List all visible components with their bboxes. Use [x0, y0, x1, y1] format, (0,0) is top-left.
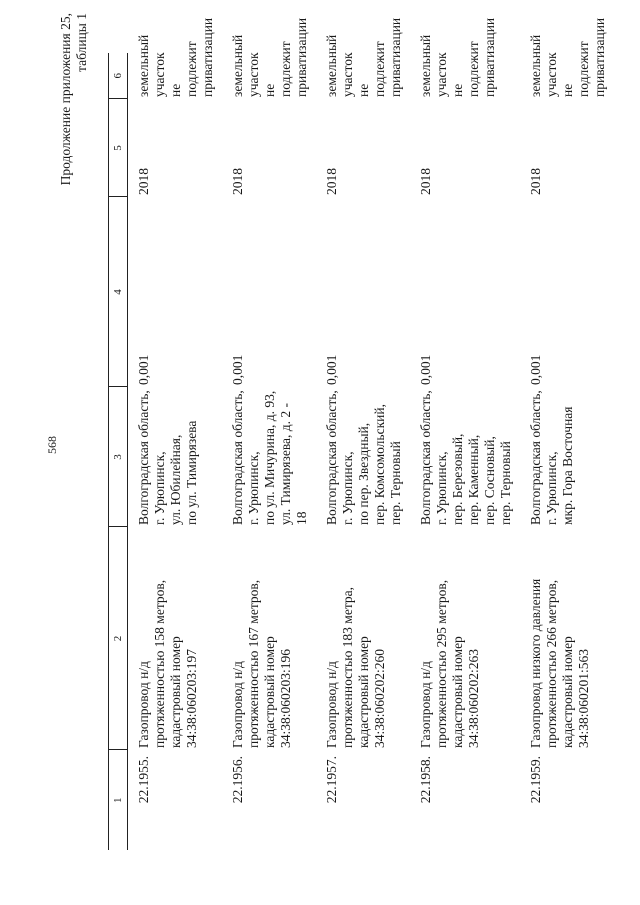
object-address: Волгоградская область, г. Урюпинск, по ул. Мичурина, д. 93, ул. Тимирязева, д. 2 - 18 — [230, 390, 309, 525]
page-number: 568 — [45, 436, 59, 454]
object-name: Газопровод низкого давления протяженностью 266 метров, кадастровый номер 34:38:060201:563 — [528, 578, 591, 748]
object-year: 2018 — [528, 168, 543, 195]
continuation-note — [58, 13, 90, 285]
column-header-2: 2 — [109, 527, 128, 750]
continuation-line-1: Продолжение приложения 25, — [58, 13, 73, 186]
column-header-6: 6 — [109, 53, 128, 99]
table-row — [316, 53, 410, 850]
column-header-4: 4 — [109, 197, 128, 387]
continuation-line-2: таблицы 1 — [74, 13, 89, 72]
object-year: 2018 — [418, 168, 433, 195]
row-number: 22.1955. — [136, 756, 151, 804]
object-area: 0,001 — [324, 354, 339, 385]
column-header-5: 5 — [109, 99, 128, 197]
object-note: земельный участок не подлежит приватизации — [418, 17, 497, 97]
object-address: Волгоградская область, г. Урюпинск, мкр. Гора Восточная — [528, 390, 575, 525]
object-year: 2018 — [136, 168, 151, 195]
object-note: земельный участок не подлежит приватизации — [136, 17, 215, 97]
row-number: 22.1958. — [418, 756, 433, 804]
object-area: 0,001 — [528, 354, 543, 385]
object-year: 2018 — [230, 168, 245, 195]
table-row — [410, 53, 520, 850]
column-header-1: 1 — [109, 750, 128, 850]
object-area: 0,001 — [136, 354, 151, 385]
object-address: Волгоградская область, г. Урюпинск, по пер. Звездный, пер. Комсомольский, пер. Терновый — [324, 390, 403, 525]
object-name: Газопровод н/д протяженностью 295 метров, кадастровый номер 34:38:060202:263 — [418, 579, 481, 748]
object-area: 0,001 — [230, 354, 245, 385]
row-number: 22.1956. — [230, 756, 245, 804]
object-area: 0,001 — [418, 354, 433, 385]
object-note: земельный участок не подлежит приватизации — [528, 17, 607, 97]
object-address: Волгоградская область, г. Урюпинск, пер. Березовый, пер. Каменный, пер. Сосновый, пер. Терновый — [418, 390, 513, 525]
table-row — [520, 53, 614, 850]
object-name: Газопровод н/д протяженностью 183 метра, кадастровый номер 34:38:060202:260 — [324, 586, 387, 748]
object-note: земельный участок не подлежит приватизации — [324, 17, 403, 97]
table-row — [128, 53, 223, 850]
object-address: Волгоградская область, г. Урюпинск, ул. Юбилейная, по ул. Тимирязева — [136, 390, 199, 525]
row-number: 22.1957. — [324, 756, 339, 804]
column-number-row — [109, 53, 128, 850]
row-number: 22.1959. — [528, 756, 543, 804]
property-registry-table — [108, 17, 614, 850]
object-year: 2018 — [324, 168, 339, 195]
table-row — [222, 53, 316, 850]
object-note: земельный участок не подлежит приватизации — [230, 17, 309, 97]
object-name: Газопровод н/д протяженностью 167 метров, кадастровый номер 34:38:060203:196 — [230, 579, 293, 748]
column-header-3: 3 — [109, 387, 128, 527]
object-name: Газопровод н/д протяженностью 158 метров, кадастровый номер 34:38:060203:197 — [136, 579, 199, 748]
